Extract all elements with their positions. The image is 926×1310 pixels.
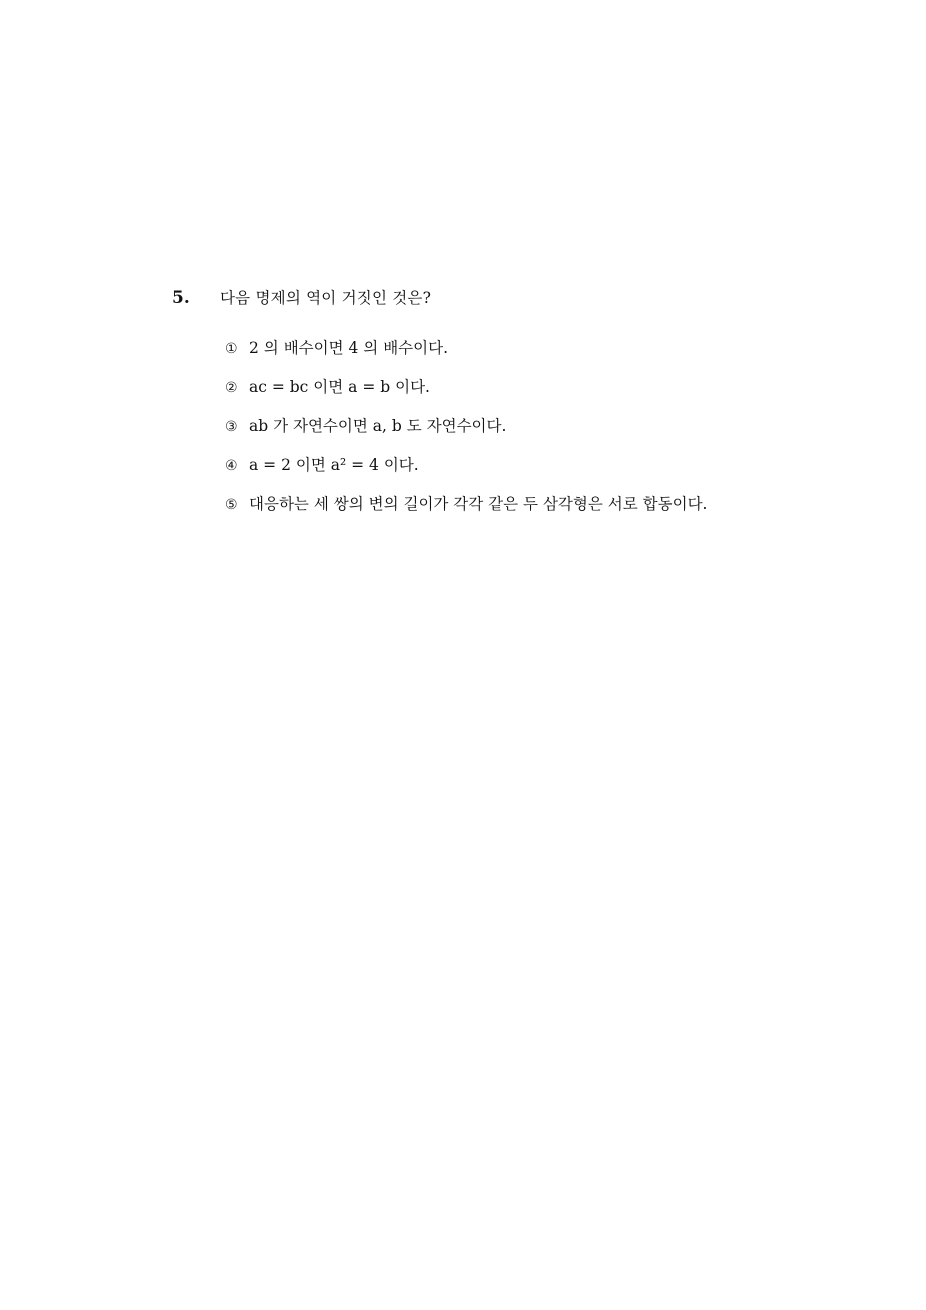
choice-mark: ③: [225, 419, 238, 435]
choice-text: 2 의 배수이면 4 의 배수이다.: [249, 339, 449, 357]
choice-1[interactable]: [225, 336, 707, 375]
question-number: 5.: [172, 288, 190, 308]
choice-mark: ⑤: [225, 497, 238, 513]
choice-3[interactable]: [225, 414, 707, 453]
choice-5[interactable]: [225, 492, 707, 531]
answer-choices: [225, 336, 707, 531]
choice-text: a = 2 이면 a² = 4 이다.: [249, 456, 419, 474]
question-prompt: 다음 명제의 역이 거짓인 것은?: [220, 289, 432, 307]
choice-mark: ④: [225, 458, 238, 474]
question-5: [172, 286, 812, 513]
choice-text: 대응하는 세 쌍의 변의 길이가 각각 같은 두 삼각형은 서로 합동이다.: [249, 495, 708, 513]
choice-4[interactable]: [225, 453, 707, 492]
choice-2[interactable]: [225, 375, 707, 414]
choice-mark: ①: [225, 341, 238, 357]
choice-text: ac = bc 이면 a = b 이다.: [249, 378, 430, 396]
choice-text: ab 가 자연수이면 a, b 도 자연수이다.: [249, 417, 507, 435]
choice-mark: ②: [225, 380, 238, 396]
question-header: [172, 286, 812, 312]
